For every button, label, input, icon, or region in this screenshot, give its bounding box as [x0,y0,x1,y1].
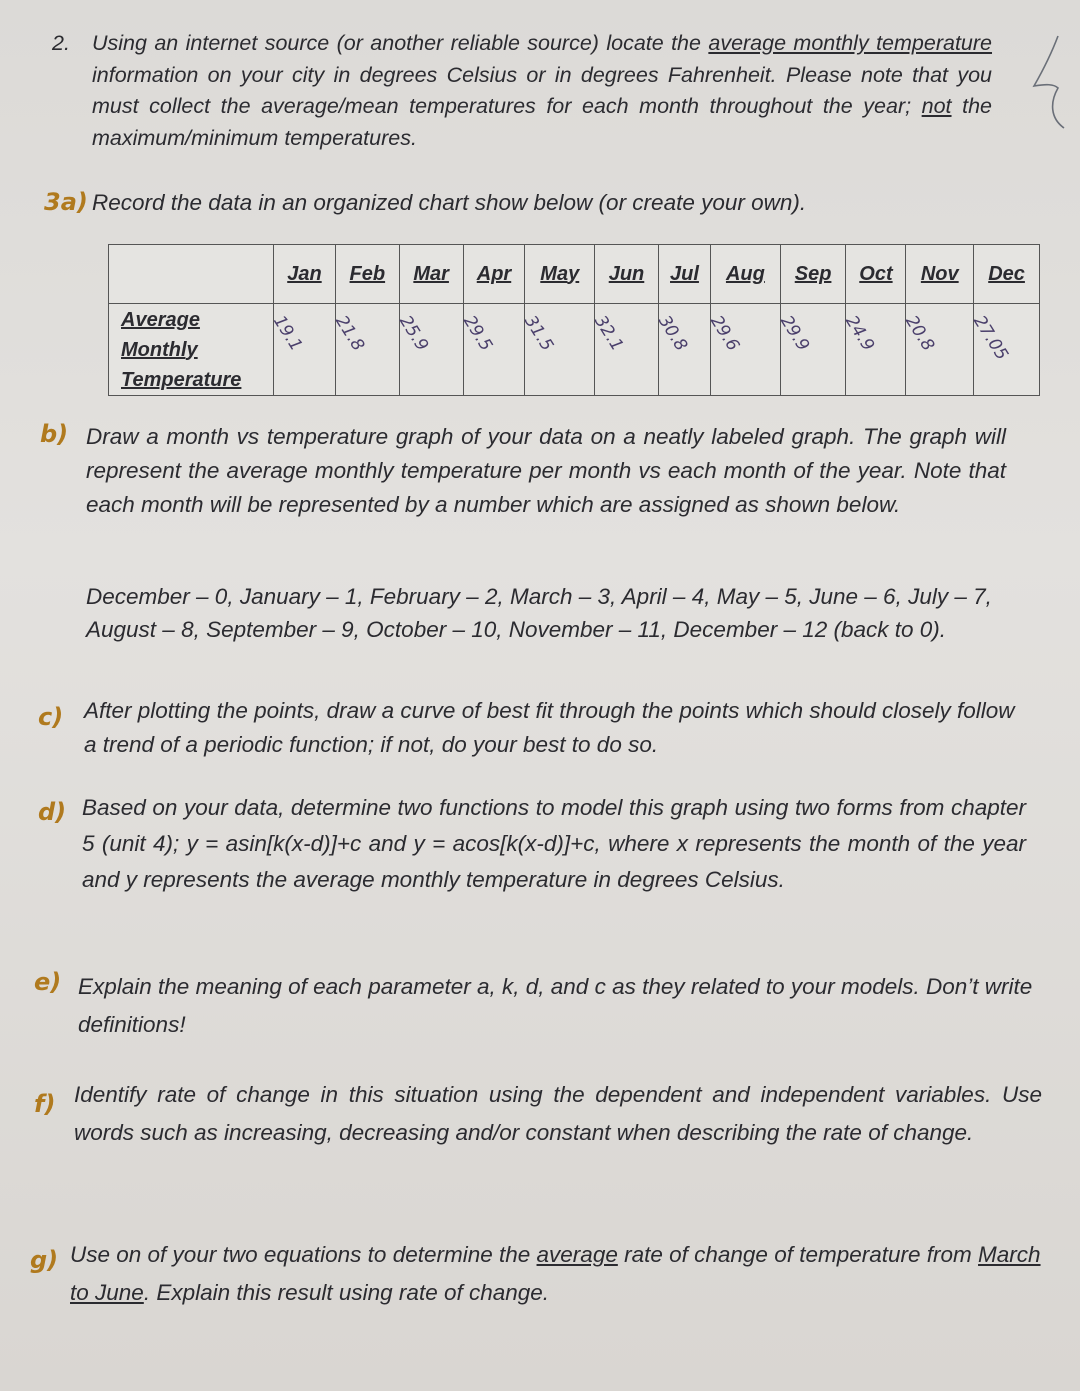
part-b-marker: b) [40,420,69,448]
month-header: Aug [711,245,781,304]
month-header: Jun [595,245,659,304]
temperature-cell: 21.8 [335,304,399,396]
part-d-text: Based on your data, determine two functions to model this graph using two forms from chapter 5 (unit 4); y = asin[k(x-d)]+c and y = acos[k(x-d)]+c, where x represents the month of the year and y represents the average monthly temperature in degrees Celsius. [82,795,1026,892]
temperature-cell: 32.1 [595,304,659,396]
month-header: Sep [780,245,846,304]
temperature-cell: 24.9 [846,304,906,396]
question-2 [52,28,992,154]
temperature-cell: 19.1 [274,304,336,396]
month-header: Apr [463,245,525,304]
question-number: 2. [52,31,70,55]
part-e-marker: e) [34,968,62,996]
part-f-text: Identify rate of change in this situation using the dependent and independent variables. Use words such as increasing, decreasing and/or constant when describing the rate of change. [74,1082,1042,1145]
part-b-text: Draw a month vs temperature graph of your data on a neatly labeled graph. The graph will represent the average monthly temperature per month vs each month of the year. Note that each month will be represented by a number which are assigned as shown below. [86,424,1006,517]
temperature-cell: 29.9 [780,304,846,396]
part-c-marker: c) [38,703,64,731]
table-corner-cell [109,245,274,304]
table-row [109,304,1040,396]
question-2-text: Using an internet source (or another reliable source) locate the average monthly temperature information on your city in degrees Celsius or in degrees Fahrenheit. Please note that you must collect the average/mean temperatures for each month throughout the year; not the maximum/minimum temperatures. [92,31,993,150]
month-number-mapping: December – 0, January – 1, February – 2, March – 3, April – 4, May – 5, June – 6, July – 7, August – 8, September – 9, October – 10, November – 11, December – 12 (back to 0). [86,584,992,642]
table-header-row [109,245,1040,304]
temperature-cell: 25.9 [399,304,463,396]
temperature-cell: 27.05 [974,304,1040,396]
month-header: Mar [399,245,463,304]
handwritten-check-icon [1028,32,1068,132]
month-header: Feb [335,245,399,304]
part-e-text: Explain the meaning of each parameter a, k, d, and c as they related to your models. Don’t write definitions! [78,974,1033,1037]
month-header: Oct [846,245,906,304]
temperature-cell: 31.5 [525,304,595,396]
temperature-cell: 30.8 [658,304,710,396]
part-c-text: After plotting the points, draw a curve of best fit through the points which should closely follow a trend of a periodic function; if not, do your best to do so. [84,698,1015,757]
month-header: Jan [274,245,336,304]
temperature-cell: 29.6 [711,304,781,396]
month-header: May [525,245,595,304]
temperature-cell: 29.5 [463,304,525,396]
temperature-cell: 20.8 [906,304,974,396]
month-header: Nov [906,245,974,304]
temperature-table [108,244,1040,396]
part-a-marker: 3a) [44,188,88,216]
part-a-text: Record the data in an organized chart show below (or create your own). [92,190,807,215]
month-header: Dec [974,245,1040,304]
part-g-text: Use on of your two equations to determine the average rate of change of temperature from March to June. Explain this result using rate of change. [70,1242,1041,1305]
part-d-marker: d) [38,798,67,826]
row-label: Average Monthly Temperature [109,304,274,396]
part-f-marker: f) [34,1090,56,1118]
month-header: Jul [658,245,710,304]
part-g-marker: g) [30,1246,59,1274]
